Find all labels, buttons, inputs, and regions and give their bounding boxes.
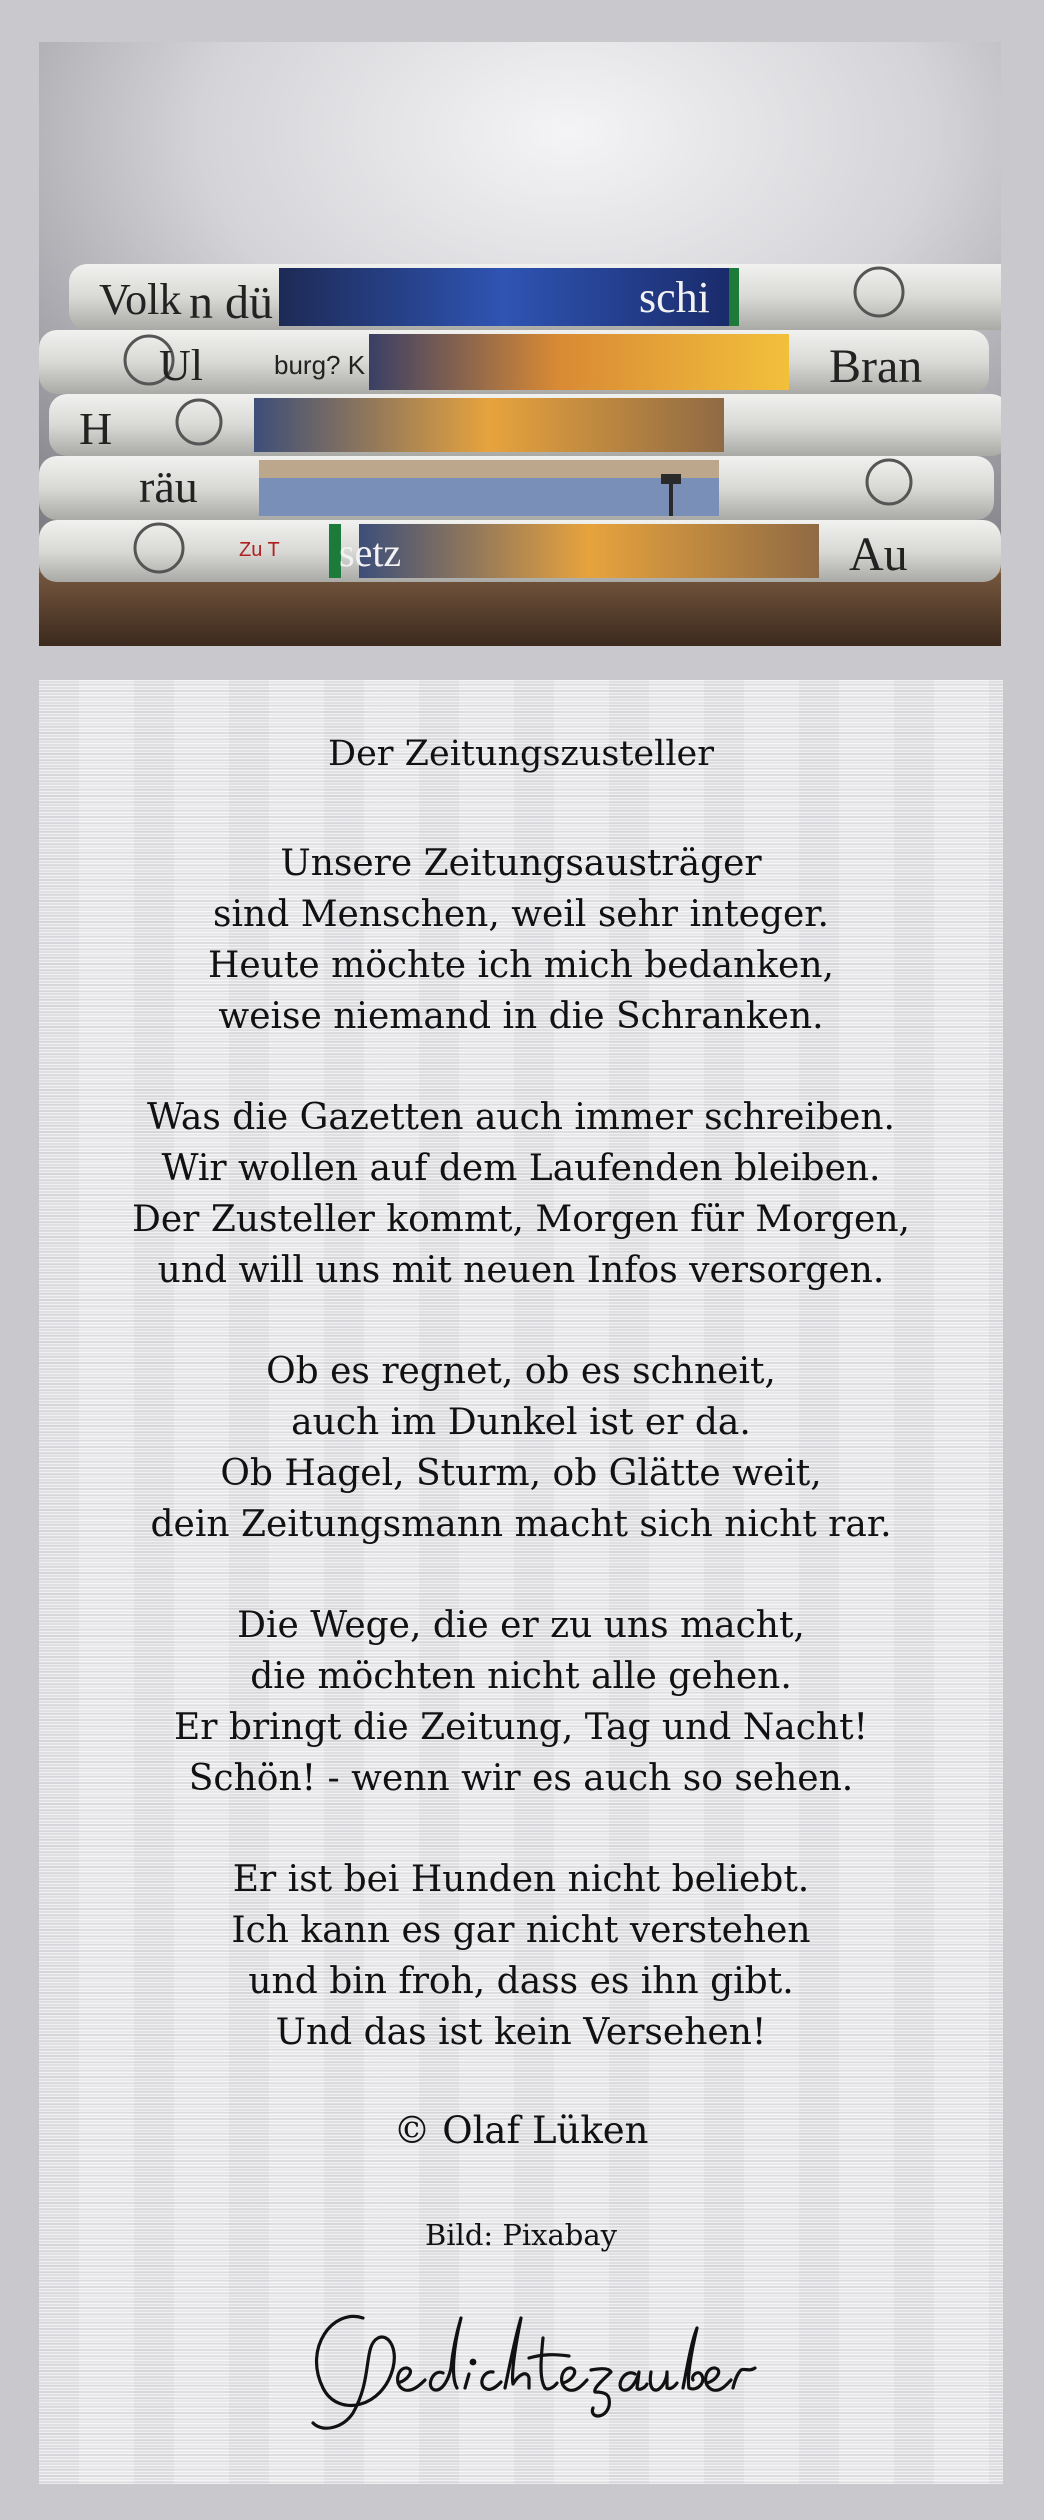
stanza-1 xyxy=(39,838,1003,1042)
newspaper-stack-illustration xyxy=(39,42,1001,646)
poem-line: Ob es regnet, ob es schneit, xyxy=(266,1351,776,1392)
poem-line: und will uns mit neuen Infos versorgen. xyxy=(157,1250,885,1291)
headline-fragment: Bran xyxy=(829,340,923,393)
poem-line: Er bringt die Zeitung, Tag und Nacht! xyxy=(173,1707,869,1748)
poem-line: Ich kann es gar nicht verstehen xyxy=(231,1910,811,1951)
headline-fragment: H xyxy=(79,403,113,454)
stanza-4 xyxy=(39,1600,1003,1804)
poem-line: Schön! - wenn wir es auch so sehen. xyxy=(188,1758,854,1799)
poem-line: Unsere Zeitungsausträger xyxy=(280,843,762,884)
headline-fragment: räu xyxy=(139,461,198,512)
headline-fragment: setz xyxy=(339,530,402,575)
poem-line: Wir wollen auf dem Laufenden bleiben. xyxy=(161,1148,881,1189)
poem-line: die möchten nicht alle gehen. xyxy=(250,1656,792,1697)
headline-fragment: Volk xyxy=(99,275,182,324)
poem-line: auch im Dunkel ist er da. xyxy=(291,1402,751,1443)
stanza-5 xyxy=(39,1854,1003,2058)
poem-line: Der Zusteller kommt, Morgen für Morgen, xyxy=(132,1199,910,1240)
newspaper-stack-photo xyxy=(39,42,1001,646)
poem-line: weise niemand in die Schranken. xyxy=(218,996,824,1037)
image-credit: Bild: Pixabay xyxy=(424,2218,618,2252)
poem-line: sind Menschen, weil sehr integer. xyxy=(213,894,829,935)
headline-fragment: burg? K xyxy=(274,350,366,380)
poem-line: Er ist bei Hunden nicht beliebt. xyxy=(232,1859,810,1900)
signature-script-graphic xyxy=(293,2288,763,2438)
stanza-3 xyxy=(39,1346,1003,1550)
poem-line: Und das ist kein Versehen! xyxy=(275,2012,767,2053)
poem-line: Ob Hagel, Sturm, ob Glätte weit, xyxy=(220,1453,822,1494)
poem-line: Die Wege, die er zu uns macht, xyxy=(237,1605,805,1646)
poem-card xyxy=(39,680,1003,2484)
poem-line: Heute möchte ich mich bedanken, xyxy=(207,945,834,986)
stanza-2 xyxy=(39,1092,1003,1296)
headline-fragment: schi xyxy=(639,273,710,322)
headline-fragment: Zu T xyxy=(239,539,280,561)
poem-line: dein Zeitungsmann macht sich nicht rar. xyxy=(150,1504,892,1545)
poem-title: Der Zeitungszusteller xyxy=(328,734,714,774)
headline-fragment: Ul xyxy=(159,341,203,390)
poem-line: und bin froh, dass es ihn gibt. xyxy=(248,1961,794,2002)
poem-line: Was die Gazetten auch immer schreiben. xyxy=(147,1097,895,1138)
headline-fragment: n dü xyxy=(189,276,273,329)
signature-logo xyxy=(293,2288,763,2438)
copyright-notice: © Olaf Lüken xyxy=(393,2109,649,2152)
headline-fragment: Au xyxy=(849,528,908,581)
